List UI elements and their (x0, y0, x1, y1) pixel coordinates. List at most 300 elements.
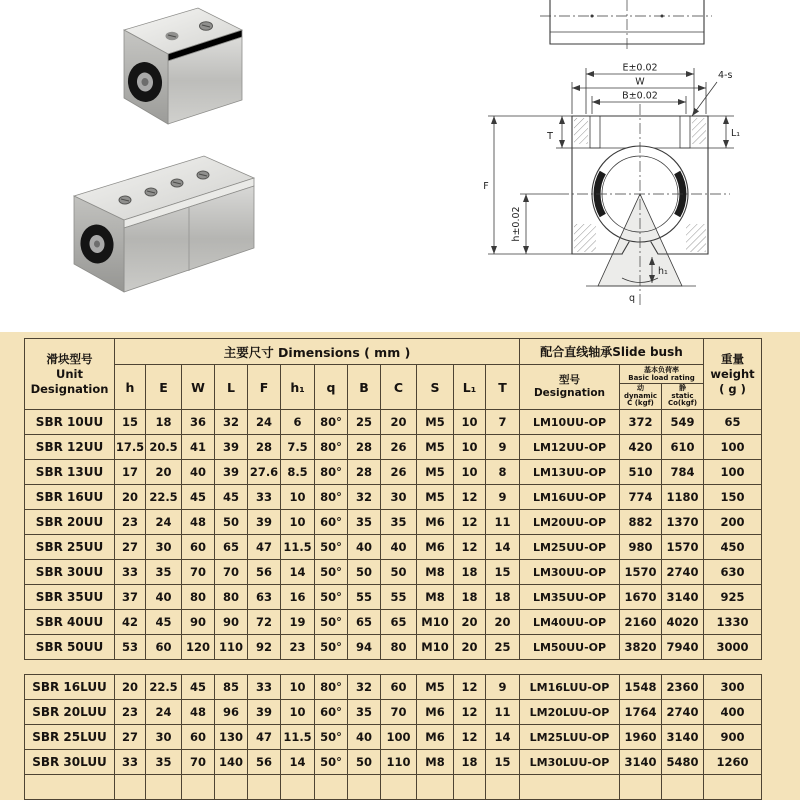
bush-designation: LM20UU-OP (520, 510, 620, 535)
spec-value: M10 (417, 635, 454, 660)
spec-value: 48 (182, 510, 215, 535)
spec-value: 549 (662, 410, 704, 435)
dimension-T (546, 116, 572, 148)
spec-value: 30 (146, 535, 182, 560)
spec-value (281, 775, 315, 800)
spec-value: 10 (281, 700, 315, 725)
header-unit-en2: Designation (30, 381, 109, 396)
spec-value: 40 (182, 460, 215, 485)
spec-value: 980 (620, 535, 662, 560)
product-photo-short-block (88, 2, 258, 137)
spec-value: 56 (248, 750, 281, 775)
header-unit-en1: Unit (56, 366, 83, 381)
spec-value: 22.5 (146, 485, 182, 510)
spec-value: 18 (454, 585, 486, 610)
header-bush-model-cn: 型号 (559, 373, 580, 386)
spec-value (215, 775, 248, 800)
spec-value: 42 (115, 610, 146, 635)
spec-value: 1330 (704, 610, 762, 635)
dim-label-b: B±0.02 (622, 90, 658, 102)
spec-value: 12 (454, 700, 486, 725)
spec-value: 18 (454, 750, 486, 775)
bush-designation: LM16UU-OP (520, 485, 620, 510)
spec-value: 14 (281, 750, 315, 775)
header-static-rating (661, 384, 703, 409)
spec-value: 27 (115, 535, 146, 560)
spec-value: 3140 (662, 725, 704, 750)
table-gap (24, 660, 800, 674)
unit-designation: SBR 25LUU (25, 725, 115, 750)
spec-row (25, 675, 762, 700)
drawings-section (0, 0, 800, 332)
spec-value: 130 (215, 725, 248, 750)
spec-value: 450 (704, 535, 762, 560)
spec-value: 1548 (620, 675, 662, 700)
spec-value: 4020 (662, 610, 704, 635)
spec-value: 37 (115, 585, 146, 610)
spec-value: 3820 (620, 635, 662, 660)
header-weight-en: weight (710, 366, 755, 381)
bush-designation: LM16LUU-OP (520, 675, 620, 700)
header-dim-col-W: W (182, 365, 215, 410)
spec-value (704, 775, 762, 800)
spec-value: 48 (182, 700, 215, 725)
spec-value: 14 (486, 725, 520, 750)
spec-value: 50° (315, 560, 348, 585)
spec-value: 65 (381, 610, 417, 635)
header-unit-cn: 滑块型号 (46, 351, 93, 366)
dim-label-f: F (483, 181, 489, 192)
spec-row (25, 435, 762, 460)
spec-value: 10 (454, 410, 486, 435)
spec-value (25, 775, 115, 800)
spec-value: 3000 (704, 635, 762, 660)
spec-value: M6 (417, 700, 454, 725)
header-load-rating-title (620, 365, 703, 384)
spec-value: 90 (215, 610, 248, 635)
hole-mark (591, 15, 594, 18)
spec-value: 925 (704, 585, 762, 610)
spec-value: 32 (215, 410, 248, 435)
spec-value: 39 (248, 510, 281, 535)
unit-designation: SBR 35UU (25, 585, 115, 610)
spec-value: 2160 (620, 610, 662, 635)
unit-designation: SBR 40UU (25, 610, 115, 635)
spec-row (25, 750, 762, 775)
spec-value: 80 (182, 585, 215, 610)
section-hatch (574, 118, 588, 144)
spec-value: 10 (281, 485, 315, 510)
dimension-F (483, 116, 572, 254)
spec-value: 9 (486, 435, 520, 460)
spec-value: M8 (417, 560, 454, 585)
spec-value: 55 (348, 585, 381, 610)
bush-designation: LM30UU-OP (520, 560, 620, 585)
spec-value: 24 (248, 410, 281, 435)
unit-designation: SBR 16LUU (25, 675, 115, 700)
spec-value: M5 (417, 485, 454, 510)
header-dim-col-E: E (146, 365, 182, 410)
spec-value: 20 (115, 675, 146, 700)
spec-rows-standard (25, 410, 762, 660)
spec-value: 94 (348, 635, 381, 660)
spec-value: 72 (248, 610, 281, 635)
spec-value: 45 (146, 610, 182, 635)
spec-value: 70 (182, 560, 215, 585)
spec-row (25, 535, 762, 560)
spec-value: 50° (315, 635, 348, 660)
bush-designation: LM50UU-OP (520, 635, 620, 660)
spec-value: 140 (215, 750, 248, 775)
spec-value: M10 (417, 610, 454, 635)
spec-value: 1960 (620, 725, 662, 750)
spec-value: 32 (348, 485, 381, 510)
spec-value: 45 (215, 485, 248, 510)
spec-value: 33 (115, 750, 146, 775)
spec-value: 20 (146, 460, 182, 485)
spec-value: 50° (315, 610, 348, 635)
spec-value: 610 (662, 435, 704, 460)
dimension-B (592, 91, 686, 115)
spec-value: 30 (381, 485, 417, 510)
spec-value: 10 (454, 435, 486, 460)
spec-row (25, 700, 762, 725)
header-dim-col-q: q (315, 365, 348, 410)
spec-value: 11.5 (281, 535, 315, 560)
header-dim-col-h: h (115, 365, 146, 410)
spec-value: 28 (248, 435, 281, 460)
spec-value: 9 (486, 485, 520, 510)
spec-value: 100 (381, 725, 417, 750)
header-unit-designation (25, 339, 115, 410)
spec-value: 7.5 (281, 435, 315, 460)
spec-value: 12 (454, 535, 486, 560)
spec-value: 372 (620, 410, 662, 435)
unit-designation: SBR 20UU (25, 510, 115, 535)
dim-label-w: W (635, 76, 645, 88)
spec-value: 35 (146, 750, 182, 775)
spec-value: 15 (486, 560, 520, 585)
product-photo-long-block (46, 142, 291, 317)
spec-row-partial (25, 775, 762, 800)
spec-value: 11 (486, 510, 520, 535)
spec-value: 19 (281, 610, 315, 635)
spec-value: 50 (381, 560, 417, 585)
spec-value: 35 (146, 560, 182, 585)
spec-value: 9 (486, 675, 520, 700)
section-hatch (574, 224, 596, 252)
spec-value: 3140 (662, 585, 704, 610)
spec-value: 110 (381, 750, 417, 775)
spec-table-section (0, 332, 800, 800)
header-dynamic-en: dynamic (623, 391, 658, 400)
top-view-drawing (540, 0, 712, 58)
spec-value: M6 (417, 725, 454, 750)
spec-value (182, 775, 215, 800)
spec-value: 39 (248, 700, 281, 725)
spec-value: 39 (215, 460, 248, 485)
header-dim-col-T: T (486, 365, 520, 410)
spec-value: 80° (315, 485, 348, 510)
spec-value: 23 (115, 700, 146, 725)
spec-value: 1570 (662, 535, 704, 560)
spec-value: 10 (281, 510, 315, 535)
spec-value: 80 (381, 635, 417, 660)
spec-value: 11 (486, 700, 520, 725)
spec-value: 40 (348, 535, 381, 560)
spec-value: 11.5 (281, 725, 315, 750)
spec-value: 63 (248, 585, 281, 610)
bush-designation: LM30LUU-OP (520, 750, 620, 775)
spec-value: 12 (454, 675, 486, 700)
spec-value (520, 775, 620, 800)
hole-mark (661, 15, 664, 18)
spec-value: 10 (454, 460, 486, 485)
spec-value: 50 (348, 750, 381, 775)
spec-value: 17 (115, 460, 146, 485)
spec-value: M6 (417, 535, 454, 560)
spec-row (25, 460, 762, 485)
spec-value: 120 (182, 635, 215, 660)
spec-value: 7940 (662, 635, 704, 660)
spec-value: 784 (662, 460, 704, 485)
spec-value: 20 (486, 610, 520, 635)
spec-value: 200 (704, 510, 762, 535)
spec-value: 18 (486, 585, 520, 610)
unit-designation: SBR 13UU (25, 460, 115, 485)
spec-value: 26 (381, 435, 417, 460)
spec-value: 33 (115, 560, 146, 585)
unit-designation: SBR 50UU (25, 635, 115, 660)
dimension-L1 (708, 116, 740, 148)
unit-designation: SBR 12UU (25, 435, 115, 460)
spec-value: 882 (620, 510, 662, 535)
spec-value: 630 (704, 560, 762, 585)
header-load-columns (620, 384, 703, 409)
spec-value: 39 (215, 435, 248, 460)
header-dim-col-h1: h₁ (281, 365, 315, 410)
spec-value: 65 (348, 610, 381, 635)
spec-value: 20.5 (146, 435, 182, 460)
spec-value: 100 (704, 435, 762, 460)
spec-value: 30 (146, 725, 182, 750)
spec-value: 32 (348, 675, 381, 700)
spec-value: 110 (215, 635, 248, 660)
spec-value: 24 (146, 510, 182, 535)
header-bush-model-en: Designation (533, 387, 606, 400)
spec-value: 70 (215, 560, 248, 585)
spec-value: M8 (417, 750, 454, 775)
spec-value: 50° (315, 585, 348, 610)
spec-value: 80° (315, 410, 348, 435)
spec-value: M5 (417, 435, 454, 460)
spec-value (486, 775, 520, 800)
spec-row (25, 410, 762, 435)
spec-value (248, 775, 281, 800)
header-dim-col-L1: L₁ (454, 365, 486, 410)
unit-designation: SBR 16UU (25, 485, 115, 510)
spec-value: M5 (417, 410, 454, 435)
header-static-cn: 静 (679, 384, 686, 393)
header-static-unit: Co(kgf) (667, 399, 698, 408)
spec-table-standard (24, 338, 762, 660)
spec-value: 27 (115, 725, 146, 750)
dim-label-q: q (628, 293, 636, 304)
bush-designation: LM10UU-OP (520, 410, 620, 435)
bush-designation: LM35UU-OP (520, 585, 620, 610)
spec-value: 47 (248, 725, 281, 750)
header-dim-col-F: F (248, 365, 281, 410)
spec-value: 50 (348, 560, 381, 585)
header-dynamic-cn: 动 (637, 384, 644, 393)
spec-value: 80° (315, 675, 348, 700)
spec-value: 900 (704, 725, 762, 750)
spec-value: 50° (315, 535, 348, 560)
spec-value: 92 (248, 635, 281, 660)
unit-designation: SBR 30UU (25, 560, 115, 585)
spec-value: 27.6 (248, 460, 281, 485)
spec-value: 1670 (620, 585, 662, 610)
spec-value: 50 (215, 510, 248, 535)
bush-designation: LM13UU-OP (520, 460, 620, 485)
spec-value: 28 (348, 435, 381, 460)
unit-designation: SBR 20LUU (25, 700, 115, 725)
spec-value: 60 (381, 675, 417, 700)
spec-value: 36 (182, 410, 215, 435)
header-slide-bush-title: 配合直线轴承Slide bush (520, 339, 704, 365)
spec-value: 5480 (662, 750, 704, 775)
header-load-rating (620, 365, 704, 410)
spec-value: M5 (417, 675, 454, 700)
spec-value: 20 (381, 410, 417, 435)
header-dynamic-rating (620, 384, 661, 409)
header-weight (704, 339, 762, 410)
callout-4s (692, 70, 732, 116)
spec-table-long (24, 674, 762, 800)
spec-value: 50° (315, 725, 348, 750)
bush-designation: LM25UU-OP (520, 535, 620, 560)
spec-row (25, 635, 762, 660)
spec-value: 45 (182, 675, 215, 700)
dim-label-h: h±0.02 (511, 206, 522, 242)
spec-value: 65 (215, 535, 248, 560)
spec-value: 47 (248, 535, 281, 560)
spec-value: 70 (182, 750, 215, 775)
spec-value: 7 (486, 410, 520, 435)
spec-value: 40 (146, 585, 182, 610)
spec-value: 25 (348, 410, 381, 435)
dim-label-t: T (547, 131, 553, 142)
dim-label-4s: 4-s (718, 70, 733, 81)
spec-value: 2740 (662, 700, 704, 725)
unit-designation: SBR 10UU (25, 410, 115, 435)
spec-value: 1260 (704, 750, 762, 775)
spec-value: 56 (248, 560, 281, 585)
spec-value: 85 (215, 675, 248, 700)
spec-value: 16 (281, 585, 315, 610)
spec-value: 18 (146, 410, 182, 435)
spec-value: 15 (486, 750, 520, 775)
spec-value: 1570 (620, 560, 662, 585)
spec-value: 12 (454, 485, 486, 510)
dim-label-l1: L₁ (731, 128, 741, 139)
spec-value (662, 775, 704, 800)
spec-value: 24 (146, 700, 182, 725)
spec-value (381, 775, 417, 800)
spec-value: 6 (281, 410, 315, 435)
spec-value: 80 (215, 585, 248, 610)
spec-row (25, 585, 762, 610)
dim-label-e: E±0.02 (622, 62, 658, 74)
spec-value (146, 775, 182, 800)
spec-value: 26 (381, 460, 417, 485)
header-weight-unit: ( g ) (719, 381, 746, 396)
spec-value: 40 (348, 725, 381, 750)
cross-section-drawing (474, 58, 790, 328)
spec-value: 3140 (620, 750, 662, 775)
header-weight-cn: 重量 (721, 351, 744, 366)
header-dim-col-S: S (417, 365, 454, 410)
spec-value: 300 (704, 675, 762, 700)
spec-value: 17.5 (115, 435, 146, 460)
spec-value (315, 775, 348, 800)
header-bush-model (520, 365, 620, 410)
dimension-h (511, 194, 558, 254)
spec-value: 60 (182, 535, 215, 560)
spec-row (25, 485, 762, 510)
spec-value (348, 775, 381, 800)
spec-row (25, 725, 762, 750)
unit-designation: SBR 25UU (25, 535, 115, 560)
spec-value: 14 (281, 560, 315, 585)
spec-value: 28 (348, 460, 381, 485)
header-dimensions-title: 主要尺寸 Dimensions ( mm ) (115, 339, 520, 365)
spec-value: 774 (620, 485, 662, 510)
spec-row (25, 610, 762, 635)
spec-rows-long (25, 675, 762, 800)
spec-value: 400 (704, 700, 762, 725)
header-dynamic-unit: C (kgf) (627, 399, 654, 408)
spec-value: 60 (182, 725, 215, 750)
spec-value: 90 (182, 610, 215, 635)
spec-value: 60 (146, 635, 182, 660)
spec-value: 60° (315, 700, 348, 725)
spec-value: 45 (182, 485, 215, 510)
spec-value: 12 (454, 510, 486, 535)
spec-value: 40 (381, 535, 417, 560)
spec-value: 15 (115, 410, 146, 435)
bush-designation: LM12UU-OP (520, 435, 620, 460)
spec-value: 510 (620, 460, 662, 485)
spec-value: 12 (454, 725, 486, 750)
spec-value: 53 (115, 635, 146, 660)
spec-value: 50° (315, 750, 348, 775)
spec-value: 2360 (662, 675, 704, 700)
bush-designation: LM25LUU-OP (520, 725, 620, 750)
spec-value: 22.5 (146, 675, 182, 700)
spec-value: 35 (381, 510, 417, 535)
spec-value: M8 (417, 585, 454, 610)
spec-value: 420 (620, 435, 662, 460)
spec-value: 2740 (662, 560, 704, 585)
spec-value: M6 (417, 510, 454, 535)
section-hatch (686, 224, 706, 252)
spec-value: 65 (704, 410, 762, 435)
spec-value: 20 (454, 610, 486, 635)
spec-value: 150 (704, 485, 762, 510)
header-load-cn: 基本负荷率 (644, 366, 679, 374)
header-load-en: Basic load rating (628, 374, 695, 383)
